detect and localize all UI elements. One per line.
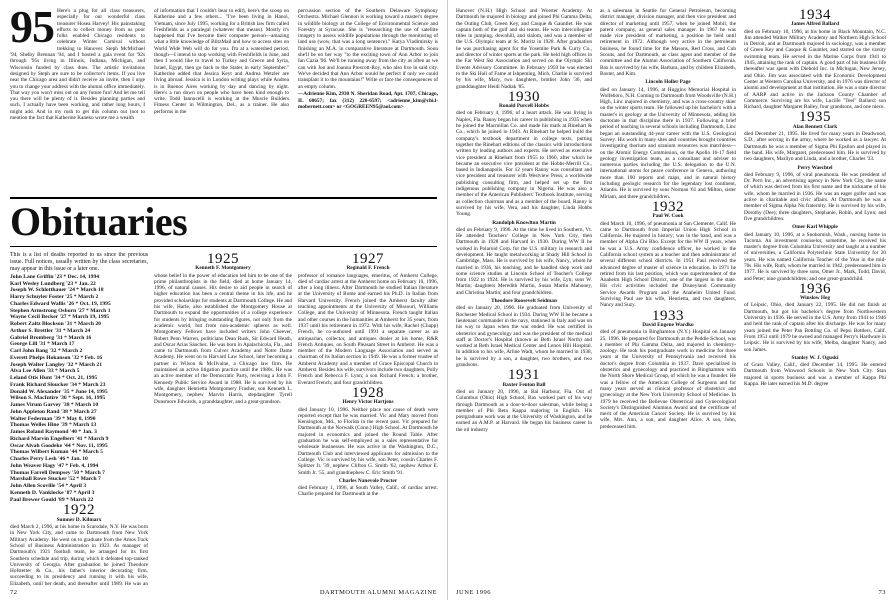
roster-entry: Gabriel Bromberg '31 * March 16 [10,334,92,341]
obituary-name: Reginald F. French [346,265,390,272]
obituary-name: Alan Bennett Clark [792,123,838,130]
obit-column-r3-body [744,8,886,388]
obituary-text: of Leipsic, Ohio, died January 22, 1995. He did not finish at Dartmouth, but got his bachelor's degree from Northwestern University in 1936. He served in the U.S. Army from 1941 to 1946 and held the rank of captain after his discharge. He was for many years joined the Peter Pan Bottling Co. of Pepsi Bottlers, Calif. From 1951 until 1979 he owned and managed Perry's Hardware in Leipsic. He is survived by his wife, Melba, daughter Nancy, and son James. [744,302,886,353]
obituary-text: died January 10, 1996, at a Snohomish, Wash., nursing home in Tacoma. An investment counselor, sometime, he received his master's degree from Columbia University and taught at a number of universities, a California Polytechnic State University for 20 years. He was named California Teacher of the Year in the mid-70s. His wife, Ruth, whom he married in 1942, predeceased him in 1977. He is survived by three sons, Omer Jr., Mark, Todd, David, and Peter; nine grandchildren; and one great-grandchild. [744,231,886,282]
roster-entry: Paul Brewer Gould '89 * March 22 [10,496,94,503]
obituaries-heading: Obituaries [10,199,188,244]
class-notes-col3 [298,8,438,193]
obit-column-mid [298,252,438,498]
page-number-left: 72 [10,589,18,596]
obit-column-3 [298,252,438,587]
obituary-text: died on February 4, 1996, of a heart attack. He was living in Naples, Fla. Ranny began his career in publishing in 1935 when he joined the Macmillan Co. and made his mark at Rinehart & Co., which he joined in 1943. At Rinehart he helped build the company's textbook department in college texts, putting together the Rinehart editions of the classics with introductions written by leading authors and experts. He served as executive vice president at Rinehart from 1955 to 1960, after which he became an executive vice president at the Hobbs-Merrill Co., based in Indianapolis. For 12 years Ranny was consultant and vice president and treasurer with Westview Press, a worldwide publishing consulting firm, and helped set up the first indigenous publishing company in Nigeria. He was also a member of the American Publishers' Textbook Institute, serving as collection chairman and as a member of the board. Ranny is survived by his wife, Vera, and his daughter, Linda Hobbs Young. [456,110,592,218]
obituary-text: died March 2, 1996, at his home in Scarsdale, N.Y. He was born in New York City, and came to Dartmouth from New York Military Academy. He went on to graduate from the Amos Tuck School of Business Administration in 1923. As manager of Dartmouth's 1921 football team, he arranged for its first Southern schedule and trip, during which it defeated top-ranked University of Georgia. After graduation he joined Theodore Hofstetter & Co., his father's interior decorating firm, succeeding to its presidency and running it with his wife, Elizabeth, until her death, and thereafter until 1989. He was an [10,524,148,587]
class-year-heading: 1934 [799,8,831,23]
obituary-name: Lincoln Holler Page [645,79,691,86]
class-year-heading: 1930 [508,88,540,105]
obituary-text: died on January 20, 1996, at Bal Harbour, Fla. Out of Columbus (Ohio) High School, Bax worked part of his way through Dartmouth as a door-to-door salesman, while being a member of Phi Beta Kappa majoring in English. His postgraduate work was at the University of Washington, and he earned an A.M.P. at Harvard. He began his business career in the oil industry [456,388,592,433]
roster-entry: Thomas Farrell Dempsey '50 * March 7 [10,469,105,476]
obituary-name: Perry Waechtel [797,164,833,171]
roster-entry: Charles Edward Wallis '26 * Oct. 19, 1995 [10,300,111,307]
class-year-heading: 1925 [207,252,239,267]
class-notes-text-3: percussion section of the Southern Delaware Symphony Orchestra. Michael Glennon is working toward a master's degree in wildlife biology at the College of Environmental Science and Forestry at Syracuse. She is "researching the use of satellite imagery to assess wildlife populations through the monitoring of land use (wow, that was a long sentence)." Katya Vladimirsky is finishing an M.A. in comparative literature at Dartmouth. Soon she'll be on her way "to the exciting town of Ann Arbor to join Ian Cazia '96. We'll be running away from the city as often as we can with Jon and Joanna Prescott-Roy, who also live in said city. We've decided that Ann Arbor would be perfect if only we could transplant it to the mountains!" Write or face the consequences of an empty column. [298,8,438,90]
obituary-name: Theodore Roosevelt Seidman [491,298,557,305]
class-year-heading: 1931 [508,367,540,384]
roster-entry: Oscar Alvah Goodeke '44 * Nov. 11, 1995 [10,442,108,449]
obituary-text: died on January 14, 1996, at Huggins Memorial Hospital in Wolfeboro, N.H. Coming to Dartmouth from Woodsville (N.H.) High, Linc majored in chemistry, and was a cross-country skier on the winter sports team. He followed up his bachelor's with a master's in geology at the University of Minnesota, adding his doctorate in that discipline there in 1937. Following a brief period of teaching in several schools including Dartmouth, Linc began an outstanding 44-year career with the U.S. Geological Survey. His work in many sites and countries brought countries investigating thorium and uranium resources was matchless—on the Atomic Energy Commission, on the Apollo 16-17 field geology investigation team, as a consultant and adviser to numerous parties including the U.S. delegation to the U.N. international atoms for peace conference in Geneva, authoring more than 100 reports and maps, and in natural history including geologic research for the legendary lost continent, Atlantis. He is survived by sons Norman '61 and Milton, sister Miriam, and three grandchildren. [600,86,736,200]
roster-entry: Richard Marvin Engelbert '41 * March 9 [10,435,109,442]
class-notes-text-2: of information that I couldn't bear to edit), here's the scoop on Katherine and a few others... "I've been living in Hanoi, Vietnam, since July 1995, working for a British law firm called Freshfields as a paralegal (whatever that means). Mostly it's happened that I've become their computer person—amazing what a little knowledge of BlitzMail and how to access sites on World Wide Web will do for you. I'm at a watershed period, though—I intend to stop working with Freshfields in June, and then I would like to travel to Turkey and Greece and Syria, Israel, Egypt, then go back to the States in early September." Katherine added that Jessica Keyt and Andrea Wetzler are living abroad. Jessica is in London writing plays while Andrea is in Buenos Aires working by day and dancing by night. Here's a run down on people who have been kind enough to write. Todd Iannucelli is working at the Muscle Builders Fitness Center in Wilmington, Del., as a trainer. He also performs in the [154,8,289,115]
roster-entry: Donald W. Alexander '35 * June 14, 1995 [10,388,108,395]
obituary-name: Winslow Heg [799,295,831,302]
class-year-heading: 1922 [63,502,95,519]
roster-entry: Harry Schuyler Foster '25 * March 2 [10,294,99,301]
obituary-name: David Eugene Wardko [642,321,694,328]
obituary-text: died February 9, 1996, of viral pneumonia. He was president of Dr. Perri Inc., an advertising agency in New York City, the name of which was derived from his first name and the nickname of his wife, whom he married in 1936. He was an eager golfer and was active in charitable and civic affairs. At Dartmouth he was a member of Sigma Alpha Nu fraternity. He is survived by his wife, Dorothy (Dee); three daughters, Stephanie, Robin, and Lynn; and five grandchildren. [744,171,886,222]
class-year-heading: 1936 [799,280,831,297]
class-notes-text-1: Here's a plug for all class treasurers, especially for our wonderful class treasurer Hosea Harvey! His painstaking efforts to collect money from us poor folks enabled Chicago residents to celebrate Winter Carnival without trekking to Hanover. Steph McMichael '94, Shelby Brennan '94, and I hosted a gala event for '92s through '95s living in Illinois, Indiana, Michigan, and Wisconsin funded by class dues. The artistic invitations designed by Steph are sure to be collector's items. If you live near the Chicago area and didn't receive an invite, then I urge you to change your address with the alumni office immediately. That way you won't miss out on any future fun! And let me tell you there will be plenty of it. Besides planning parties and such, I actually have been working, and rather long hours, I might add. And in my rush to get this column out (not to mention the fact that Katherine Kaneko wrote me a wealth [10,8,145,122]
obituary-name: Omer Karl Whipple [792,224,838,231]
roster-entry: Stephen Armstrong Osborn '27 * March 1 [10,307,111,314]
roster-entry: Joseph Walter Langley '32 * March 21 [10,361,102,368]
obituary-name: Kenneth F. Montgomery [195,265,251,272]
obit-intro: This is a list of deaths reported to us since the previous issue. Full notices, usually written by the class secretaries, may appear in this issue or a later one. [10,252,148,272]
section-rule-bottom [10,246,437,247]
roster-entry: Karl Wesley Lundberg '23 * Jan. 22 [10,280,96,287]
obituary-name: Henry Victor Hartjens [342,399,394,406]
roster-entry: Thomas Wilbert Kuman '44 * March 5 [10,449,103,456]
roster-entry: Carl John Bang '32 * March 2 [10,348,83,355]
class-notes-col2 [154,8,289,115]
obit-roster-column [10,252,148,587]
roster-entry: Frank Richard Sloucker '34 * March 23 [10,381,106,388]
roster-entry: Joseph W. Schlotthauer '24 * March 18 [10,287,104,294]
obituary-text: professor of romance languages, emeritus, of Amherst College, died of cardiac arrest at the Amherst home on February 10, 1996, after a long illness. After Dartmouth he studied Italian literature at the University of Rome and earned his Ph.D. in Italian from Harvard University. French joined the Amherst faculty after teaching appointments at the University of Missouri, Williams College, and the University of Minnesota. French taught Italian and other courses in the humanities at Amherst for 35 years, from 1937 until his retirement in 1972. With his wife, Rachel (Chapp) French, he co-authored until 1991 a separate career as an antiquarian, collector, and antiques dealer at his home, R&R French Antiques, on South Pleasant Street in Amherst. He was a member of the Modern Language Association and served as chairman of its Italian section in 1949. He was a former trustee of Amherst Academy and a member of Grace Episcopal Church in Amherst. Besides his wife, survivors include two daughters, Polly French and Rebecca F. Lynn; a son Richard French; a brother, Everard French; and four grandchildren. [298,272,438,386]
roster-entry: Everett Phelps Hokanson '32 * Feb. 16 [10,354,103,361]
roster-entry: George Lill '31 * March 17 [10,341,75,348]
obituary-text: died on February 10, 1996, at his home in Black Mountain, N.C. Jim attended Walker Military Academy and Northern High School in Detroit, and at Dartmouth majored in sociology, was a member of Green Key and Casque & Gauntlet, and starred on the varsity swimming team. He served in the Marine Corps from 1941 to 1945, attaining the rank of captain. A good part of his business life thereafter was spent with Diebold Inc. in Michigan, New Jersey, and Ohio. Jim was associated with the Economic Development Center at Western Carolina University, and in 1976 was director of alumni and development at that institution. He was a state director of AARP and active in the Jackson County Chamber of Commerce. Surviving are his wife, Lucille "Teel" Ballard; son Richard, daughter Margaret Bailey, four grandsons, and one niece. [744,28,886,111]
class-year-number: 95 [10,8,54,52]
page-number-right: 73 [878,589,886,596]
roster-entry: John Allen Scoville '54 * April 3 [10,483,87,490]
obituary-text: died on January 20, 1996. He graduated from University of Rochester Medical School in 1934. During WW II he became a lieutenant commander in the navy, stationed in Italy and was on his way to Japan when the war ended. He was certified in obstetrics and gynecology and was the president of the medical staff at Doctor's Hospital (known as Beth Israel North) and worked at Beth Israel Medical Center and Lenox Hill Hospital. In addition to his wife, Arline Wadt, whom he married in 1938, he is survived by a son, a daughter, two brothers, and two grandsons. [456,305,592,369]
roster-entry: Charles Perry Lesh '46 * Jan. 10 [10,456,88,463]
obituary-text: died December 21, 1995. He lived for many years in Deadwood, S.D., after serving in the army, where he worked as a lawyer. At Dartmouth he was a member of Sigma Phi Epsilon and played in the band. His wife, Margaret, predeceased him. He is survived by two daughters, Marilyn and Linda, and a brother, Charles '33. [744,131,886,163]
obituary-text: Hanover (N.H.) High School and Worster Academy. At Dartmouth he majored in biology and joined Phi Gamma Delta, the Outing Club, Green Key, and Casque & Gauntlet. He was captain both of the golf and ski teams. He won intercollegiate titles in jumping, downhill, and slalom, and was a member of the U.S. Olympic team at St. Moritz in 1928. After graduation he was purchasing agent for the Yosemite Park & Curry Co., and director of winter sports at the park. He held high offices in the Far West Ski Association and served on the Olympic Ski Events Advisory Committee. In February 1959 he was elected to the Ski Hall of Fame at Ishpeming, Mich. Charlie is survived by his wife, Mary, two daughters, brother John '36, and granddaughter Heidi Nadiak '85. [456,8,592,90]
obituary-name: Baxter Fenton Ball [502,381,546,388]
obituary-text: died March 10, 1996, of pneumonia at San Clemente, Calif. He came to Dartmouth from Imperial Union High School in California. He majored in history; was in the band, and was a member of Alpha Chi Rho. Except for the WW II years, when he was a U.S. Army confidence officer, he worked in the California school system as a teacher and then administrator of several different school districts. In 1951 Paul received the advanced degree of master of science in education. In 1971 he retired from his last position, which was superintendent of the Anaheim High School District, one of the largest in the state. His civic activities included the Disneyland Community Service Awards Program and the Anaheim United Fund. Surviving Paul are his wife, Henrietta, and two daughters, Nancy and Suzy. [600,220,736,309]
roster-entry: John Lane Griffin '23 * Dec. 14, 1994 [10,273,100,280]
obituary-name: Randolph Knowlton Martin [492,219,556,226]
obit-column-2 [154,252,292,587]
obit-column-r2-body [600,8,736,430]
class-year-heading: 1927 [352,252,384,267]
obituary-text: died of pneumonia in Binghamton (N.Y.) Hospital on January 25, 1996. He prepared for Dartmouth at the Peddie School, was a member of Phi Gamma Delta, and majored in chemistry-zoology. He took his postgraduate work in medicine for three years at the University of Pennsylvania and received his doctor's degree from Columbia in 1937. Dave specialized in obstetrics and gynecology and practiced in Binghamton with the North Shore Medical Group, of which he was a founder. He was a fellow of the American College of Surgeons and for many years served as clinical professor of obstetrics and gynecology at the New York University School of Medicine. In 1979 he received the Bellevue Obstetrical and Gynecological Society's Distinguished Alumnus Award and the certificate of merit of the American Cancer Society. He is survived by his wife, Mrs. Ann, a son, and daughter Alice. A son, John, predeceased him. [600,329,736,430]
obituary-text: as a salesman in Seattle for General Petroleum, becoming district manager, division manager, and then vice president and director of marketing until 1957, when he joined Mobil, the parent company, as general sales manager. In 1967 he was made vice president of marketing, a position he held until retirement in 1972. Although very active in the petroleum business, he found time for the Masons, Red Cross, and Cub Scouts, and for Dartmouth, as class agent and member of the committee and the Alumni Association of Southern California. Bax is survived by his wife, Barbara, and by children Elizabeth, Baxter, and Kim. [600,8,736,77]
issue-date: JUNE 1996 [456,589,492,596]
class-notes-signoff: —Adrienne Kim, 2930 N. Sheridan Road, Apt. 1707, Chicago, IL 60657; fax (312) 220-6597; <adrienne_kim@chi.l-mobernett.com> or <GOGREEN95@aol.com> [298,91,438,111]
obituary-text: whose belief in the power of education led him to be one of the prime philanthropists in the field, died at home January 14, 1996, of natural causes. His desire to aid people in search of higher education has been a central theme in his life, and he provided scholarships for students at Dartmouth College. He and his wife, Harle, also established the Montgomery House at Dartmouth to expand the opportunities of a college experience for students by bringing outstanding figures, not only from the academic world, but from non-academic spheres as well. Montgomery Fellows have included writers John Cheever, Robert Penn Warren, politicians Dean Rusk, Sir Edward Heath, and Oscar Arias Sánchez. He was born in Apalachicola, Fla., and came to Dartmouth from Culver Academy and Notre Dame Academy. He went on to Harvard Law School, later becoming a partner in Wilson & McIlvaine, a Chicago law firm. He maintained an active litigation practice until the 1980s. He was an active member of the Democratic Party, receiving a John F. Kennedy Public Service Award in 1988. He is survived by his wife, daughter Henrietta Montgomery Frasher, son Kenneth L. Montgomery, nephew Marvin Harris, stepdaughter Tyrell Dunsmore Edwards, a granddaughter, and a great-grandson. [154,272,292,405]
class-year-heading: 1933 [652,307,684,324]
roster-entry: Thomas Welles Hine '39 * March 13 [10,422,97,429]
obituary-name: James Alfred Ballard [790,21,840,28]
right-page [448,0,896,600]
class-year-heading: 1932 [652,198,684,215]
obituary-text: died on February 9, 1996. At the time he lived in Southern, Vt. He attended Teachers' College in New York City, then Dartmouth in 1928 and Harvard in 1930. During WW II he worked in Polaroid Corp. for the U.S. military in research and development. He taught metalworking at Shady Hill School in Cambridge, Mass. He is survived by his wife, Nancy, whom he married in 1936, his teaching, and he handled shop work and some science studies at Lincoln School of Teacher's College from 1922 to 1924. He is survived by his wife, Lyn; sons W. Martin; daughters Meredith Martin, Susan Martin Mahoney, and Christina Martin; and four grandchildren. [456,226,592,296]
obituary-text: died February 1, 1996, at South Valley, Calif., of cardiac arrest. Charlie prepared for Dartmouth at the [298,485,438,498]
roster-entry: John Weaver Hagy '47 * Feb. 4, 1994 [10,462,99,469]
roster-entry: John Appleton Rand '38 * March 27 [10,408,97,415]
obituary-name: Stanley W. J. Oguski [791,354,839,361]
obit-column-r1 [456,8,592,588]
obituary-name: Charles Nanevole Procter [338,477,398,484]
obit-column-r3 [744,8,886,588]
obituary-name: Paul W. Cook [652,213,684,220]
obit-column-r2 [600,8,736,588]
roster-entry: Kenneth D. Vanklocke '87 * April 3 [10,489,95,496]
roster-entry: Leland Otis Hunt '34 * Oct. 21, 1995 [10,375,98,382]
class-notes-col1 [10,8,145,121]
obituary-name: Ronald Purcell Hobbs [499,103,549,110]
roster-entry: Wilson S. MacIntire '36 * Sept. 16, 1995 [10,395,106,402]
roster-entry: James Roland Raymond '40 * Jan. 3 [10,429,97,436]
obit-column-r1-body [456,8,592,433]
class-year-heading: 1928 [352,384,384,401]
class-year-heading: 1935 [799,109,831,126]
obit-column-left [10,502,148,587]
roster-entry: Marshall Rowe Stucker '52 * March 7 [10,476,101,483]
roster-entry: Alva Lee Allen '33 * March 5 [10,368,80,375]
roster-entry: James Virum Garvey '38 * March 10 [10,402,99,409]
roster-entry: Arthur S. Brettler '31 * March 24 [10,327,91,334]
roster-entry: Robert Zaltz Blockson '31 * March 20 [10,321,101,328]
obituary-name: Sumner D. Kilmarx [56,516,102,523]
obituary-text: of Grass Valley, Calif., died December 14, 1995. He entered Dartmouth from Winwood Schools in New York City. Stan majored in sports business and was a member of Kappa Phi Kappa. He later earned his M.D. degree [744,362,886,388]
obit-column-left2 [154,252,292,405]
roster-entry: Walter Federman '39 * May 8, 1990 [10,415,96,422]
obituary-text: died January 10, 1996. Neither place nor cause of death were reported except that he was married. Vic and Mary moved from Kensington, Md., to Florida in the recent past. Vic prepared for Dartmouth at the Norwalk (Conn.) High School. At Dartmouth he majored in economics and joined the Round Table. After graduation he was self-employed as a sales representative for wholesale businesses. He was active in the Washington, D.C., Dartmouth Club and interviewed applicants for admission to the College. Vic is survived by his wife, son Peter, cousin Charles F. Splitzer Jr. '39, nephew Clifton G. Smith '62, nephew Arthur E. Smith Jr. '55, and grandnephew C. Eric Smith '91. [298,406,438,476]
magazine-name: DARTMOUTH ALUMNI MAGAZINE [319,589,437,596]
obit-roster-list [10,274,148,504]
roster-entry: Wayne Cecil Becker '27 * March 19, 1995 [10,314,110,321]
